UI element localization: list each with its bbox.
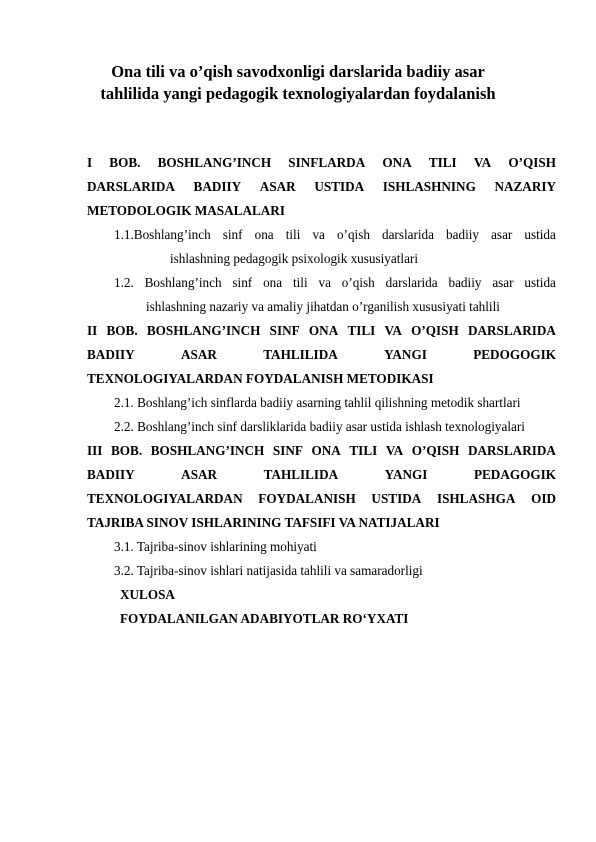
word: asar [491, 227, 513, 242]
chapter-3-heading-line-2 [87, 467, 556, 483]
word: Boshlang’inch [144, 275, 222, 290]
word: DARSLARIDA [467, 443, 556, 458]
word: OID [531, 491, 556, 506]
section-2-1: 2.1. Boshlang’ich sinflarda badiiy asarning tahlil qilishning metodik shartlari [114, 395, 521, 410]
word: O’QISH [508, 155, 556, 170]
chapter-3-heading-line-1 [87, 443, 556, 459]
word: O’QISH [411, 323, 459, 338]
word: ISHLASHNING [382, 179, 476, 194]
word: II [87, 323, 98, 338]
section-3-1: 3.1. Tajriba-sinov ishlarining mohiyati [114, 539, 317, 554]
word: BOSHLANG’INCH [150, 443, 265, 458]
word: ONA [382, 155, 412, 170]
conclusion-heading: XULOSA [120, 587, 175, 602]
word: ustida [524, 275, 556, 290]
word: ONA [311, 443, 341, 458]
word: TILI [349, 443, 378, 458]
chapter-3-heading-line-4: TAJRIBA SINOV ISHLARINING TAFSIFI VA NATIJALARI [87, 515, 440, 530]
chapter-2-heading-line-2 [87, 347, 556, 363]
word: sinf [232, 275, 253, 290]
word: ona [254, 227, 274, 242]
word: asar [492, 275, 514, 290]
section-3-2: 3.2. Tajriba-sinov ishlari natijasida tahlili va samaradorligi [114, 563, 423, 578]
chapter-2-heading-line-3: TEXNOLOGIYALARDAN FOYDALANISH METODIKASI [87, 371, 434, 386]
chapter-1-heading-line-2 [87, 179, 556, 195]
document-title-line-2: tahlilida yangi pedagogik texnologiyalardan foydalanish [100, 84, 496, 103]
word: TILI [347, 323, 376, 338]
word: TILI [428, 155, 457, 170]
word: VA [385, 443, 404, 458]
word: BOB. [110, 443, 143, 458]
chapter-2-heading-line-1 [87, 323, 556, 339]
chapter-1-heading-line-3: METODOLOGIK MASALALARI [87, 203, 285, 218]
section-1-2-line-1 [114, 275, 556, 291]
word: ASAR [181, 467, 218, 482]
word: badiiy [446, 227, 480, 242]
word: darslarida [381, 227, 434, 242]
word: YANGI [384, 347, 427, 362]
word: BADIIY [193, 179, 242, 194]
word: 1.2. [114, 275, 134, 290]
word: VA [473, 155, 492, 170]
word: 1.1.Boshlang’inch [114, 227, 211, 242]
word: USTIDA [314, 179, 365, 194]
word: FOYDALANISH [258, 491, 356, 506]
word: darslarida [385, 275, 438, 290]
section-1-1-line-1 [114, 227, 556, 243]
section-1-2-line-2: ishlashning nazariy va amaliy jihatdan o’rganilish xususiyati tahlili [146, 299, 500, 314]
word: BOB. [106, 323, 138, 338]
word: sinf [222, 227, 243, 242]
word: ONA [308, 323, 339, 338]
word: BADIIY [87, 347, 135, 362]
word: badiiy [448, 275, 482, 290]
word: tili [285, 227, 301, 242]
word: USTIDA [371, 491, 422, 506]
word: ASAR [180, 347, 217, 362]
section-2-2: 2.2. Boshlang’inch sinf darsliklarida badiiy asar ustida ishlash texnologiyalari [114, 419, 525, 434]
word: TAHLILIDA [263, 347, 338, 362]
word: TAHLILIDA [263, 467, 339, 482]
word: SINF [272, 443, 303, 458]
word: VA [384, 323, 402, 338]
word: o’qish [336, 227, 370, 242]
word: ISHLASHGA [436, 491, 516, 506]
word: va [312, 227, 325, 242]
document-title-line-1: Ona tili va o’qish savodxonligi darslarida badiiy asar [111, 62, 485, 81]
word: TEXNOLOGIYALARDAN [87, 491, 243, 506]
chapter-1-heading-line-1 [87, 155, 556, 171]
word: o’qish [341, 275, 375, 290]
word: NAZARIY [494, 179, 556, 194]
word: PEDOGOGIK [473, 347, 556, 362]
word: ona [263, 275, 283, 290]
word: BOB. [109, 155, 141, 170]
word: O’QISH [411, 443, 460, 458]
word: DARSLARIDA [467, 323, 556, 338]
word: BOSHLANG’INCH [157, 155, 272, 170]
word: YANGI [384, 467, 428, 482]
chapter-3-heading-line-3 [87, 491, 556, 507]
word: SINFLARDA [288, 155, 366, 170]
word: DARSLARIDA [87, 179, 175, 194]
word: BOSHLANG’INCH [146, 323, 261, 338]
word: I [87, 155, 93, 170]
word: BADIIY [87, 467, 135, 482]
word: ASAR [259, 179, 296, 194]
section-1-1-line-2: ishlashning pedagogik psixologik xususiyatlari [170, 251, 418, 266]
word: III [87, 443, 103, 458]
word: PEDAGOGIK [473, 467, 556, 482]
word: ustida [524, 227, 556, 242]
word: va [318, 275, 331, 290]
word: tili [292, 275, 308, 290]
word: SINF [269, 323, 300, 338]
references-heading: FOYDALANILGAN ADABIYOTLAR RO‘YXATI [120, 611, 409, 626]
